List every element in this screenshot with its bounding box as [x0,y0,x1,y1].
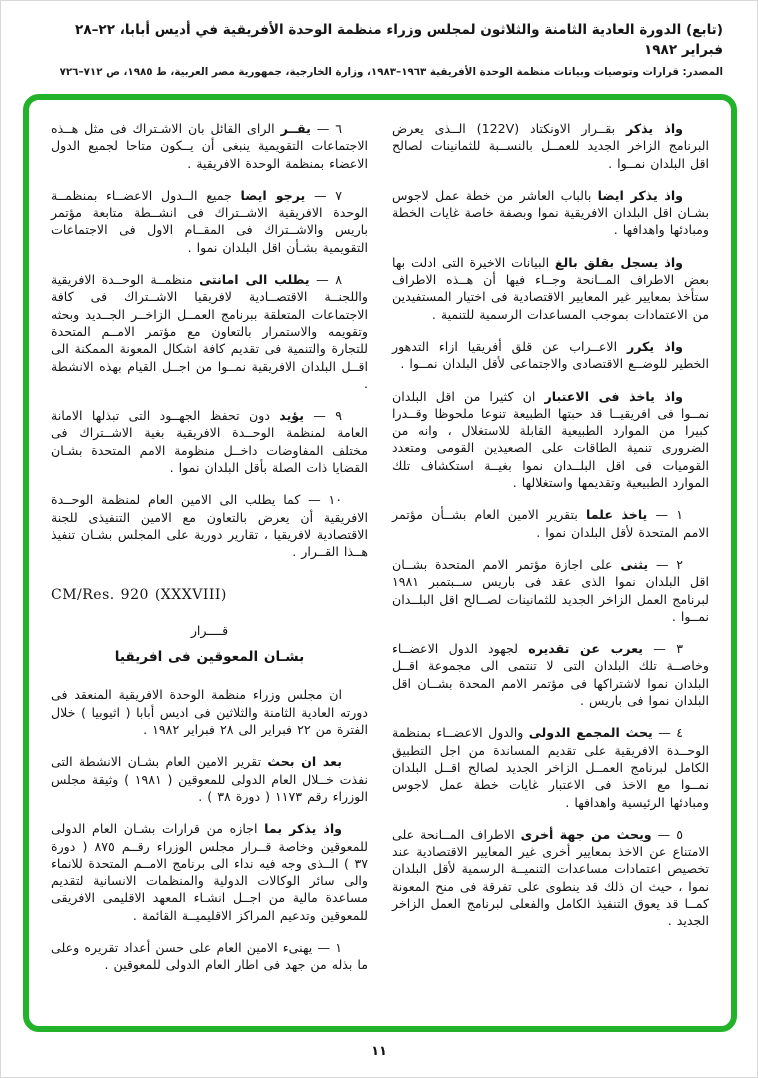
clause-text: دون تحفظ الجهــود التى تبذلها الامانة العامة لمنظمة الوحــدة الافريقية بغية الاشــتراك فى مختلف المفاوضات داخــل منظومة الامم المتحدة بشـان القضايا ذات الصلة بأقل البلدان نموا . [51,408,368,476]
session-title: (تابع) الدورة العادية الثامنة والثلاثون لمجلس وزراء منظمة الوحدة الأفريقية في أديس أبابا، ٢٢–٢٨ فبراير ١٩٨٢ [75,22,723,58]
clause-text: تقرير الامين العام بشـان الانشطة التى نفذت خــلال العام الدولى للمعوقين ( ١٩٨١ ) وثيقة مجلس الوزراء رقم ١١٧٣ ( دورة ٣٨ ) . [51,754,368,804]
column-right [392,120,709,1016]
clause-number: ١٠ — [300,492,342,508]
clause-paragraph [51,120,368,172]
clause-text: ان مجلس وزراء منظمة الوحدة الافريقية المنعقد فى دورته العادية الثامنة والثلاثين فى اديس أبابا ( اثيوبيا ) خلال الفترة من ٢٢ فبراير الى ٢٨ فبراير ١٩٨٢ . [51,687,368,738]
clause-paragraph [392,724,709,810]
clause-paragraph [392,338,709,373]
clause-paragraph [392,826,709,930]
clause-lead: واذ يذكر [625,121,683,136]
clause-paragraph [51,271,368,392]
clause-paragraph [392,120,709,172]
clause-lead: يرجو ايضا [240,187,306,203]
clause-lead: واذ ياخذ فى الاعتبار [544,388,683,404]
clause-paragraph [392,388,709,492]
clause-lead: واذ يذكر ايضا [597,187,683,203]
clause-lead: ياخذ علما [586,507,648,523]
clause-number: ٦ — [310,121,342,136]
resolution-reference: CM/Res. 920 (XXXVIII) [51,586,227,603]
clause-text: جميع الــدول الاعضــاء بمنظمــة الوحدة الافريقية الاشــتراك فى انشــطة متابعة مؤتمر باريس والاشــتراك فى المقــام الاول فى الاجتماعات التقويمية بشـأن اقل البلدان نموا . [51,187,368,255]
clause-number: ٢ — [648,556,683,572]
clause-paragraph [392,254,709,323]
page-header [1,1,757,78]
clause-lead: يحث المجمع الدولى [528,725,653,741]
clause-lead: بعد ان بحث [267,754,342,770]
clause-text: والدول الاعضــاء بمنظمة الوحــدة الافريقية على تقديم المساندة من اجل التطبيق الكامل لبرنامج العمــل الزاخر الجديد لصالح اقــل البلدان نمــوا مع الاخذ فى الاعتبار غايات خطة عمل لاجوس ومبادئها الرئيسية واهدافها . [392,725,709,810]
clause-text: على اجازة مؤتمر الامم المتحدة بشــان اقل البلدان نموا الذى عقد فى باريس ســبتمبر ١٩٨١ لبرنامج العمل الزاخر الجديد للثمانينات لصــالح اقل البلــدان نمــوا . [392,556,709,624]
clause-paragraph [51,686,368,738]
clause-paragraph [51,820,368,924]
clause-text: لجهود الدول الاعضــاء وخاصــة تلك البلدان التى لا تنتمى الى مجموعة اقــل البلدان نموا لاشتراكها فى مؤتمر الامم المحدة بشــان اقل البلدان نموا فى باريس . [392,641,709,709]
clause-text: بقــرار الاونكتاد (122V) الــذى يعرض البرنامج الزاخر الجديد للعمــل بالنســبة للثمانينات لصالح اقل البلدان نمــوا . [392,121,709,171]
clause-number: ١ — [647,507,683,523]
clause-lead: يؤيد [279,408,304,424]
clause-lead: يعرب عن تقديره [528,641,643,657]
clause-number: ٩ — [303,408,342,424]
clause-text: بالباب العاشر من خطة عمل لاجوس بشـان اقل البلدان الافريقية نموا وبصفة خاصة غايات الخطة ومبادئها واهدافها . [392,187,709,238]
clause-paragraph [392,506,709,541]
clause-paragraph [51,407,368,476]
clause-number: ٣ — [642,641,683,657]
clause-text: الراى القائل بان الاشـتراك فى مثل هــذه الاجتماعات التقويمية ينبغى أن يــكون متاحا لجميع الدول الاعضاء بمنظمة الوحدة الافريقية . [51,121,368,171]
clause-text: منظمــة الوحــدة الافريقية واللجنــة الاقتصــادية لافريقيا الاشــتراك فى كافة الاجتماعات المتعلقة ببرنامج العمــل الزاخــر الجــديد وبحثه وتقويمه والاستمرار بالتعاون مع مؤتمر الامــم المتحدة للتجارة والتنمية فى تقديم كافة اشكال المعونة الممكنة الى اقــل البلدان الافريقية نمــوا من اجــل القيام بهذه الانشطة . [51,272,368,391]
clause-text: الاعــراب عن قلق أفريقيا ازاء التدهور الخطير للوضــع الاقتصادى والاجتماعى لأقل البلدان نمــوا . [392,338,709,372]
clause-paragraph [392,556,709,625]
clause-paragraph [51,491,368,560]
clause-paragraph [51,939,368,974]
two-column-text [29,100,731,1026]
clause-lead: واذ يكرر [626,338,683,354]
page-number: ١١ [371,1044,387,1059]
clause-text: اجازه من قرارات بشـان العام الدولى للمعوقين وخاصة قــرار مجلس الوزراء رقــم ٨٧٥ ( دورة ٣٧ ) الــذى وجه فيه نداء الى برنامج الامــم المتحدة للانماء والى سائر الوكالات الدولية والمنظمات الانسانية لتقديم مساعدة مالية من اجــل انشـاء المعهد الاقليمى الافريقى للمعوقين وتدعيم المراكز الاقليميــة القائمة . [51,821,368,923]
clause-text: كما يطلب الى الامين العام لمنظمة الوحــدة الافريقية أن يعرض بالتعاون مع الامين التنفيذى للجنة الاقتصادية لافريقيا ، تقارير دورية على المجلس بشـان تنفيذ هــذا القــرار . [51,492,368,560]
clause-number: ١ — [312,939,342,955]
clause-number: ٥ — [651,826,683,842]
clause-paragraph [51,187,368,256]
clause-paragraph [51,753,368,805]
clause-paragraph [392,640,709,709]
clause-number: ٧ — [305,187,342,203]
clause-lead: يثنى [620,556,649,572]
clause-text: بتقرير الامين العام بشــأن مؤتمر الامم المتحدة لأقل البلدان نموا . [392,507,709,540]
clause-lead: واذ يذكر بما [264,821,342,837]
clause-paragraph [392,187,709,239]
clause-number: ٤ — [652,725,683,741]
clause-lead: واذ يسجل بقلق بالغ [554,254,683,270]
clause-lead: ويحث من جهة أخرى [520,826,652,842]
clause-text: ان كثيرا من اقل البلدان نمــوا فى افريقيــا قد حبتها الطبيعة تنوعا ملحوظا وقــدرا كبيرا من الموارد الطبيعية القابلة للاستغلال ، وانه من الضرورى تنمية الطاقات على الصعيدين القومى ومتعدد القوميات فى اقل البلــدان نموا بغيــة استكشاف تلك الموارد الطبيعية وتقديمها واستغلالها . [392,388,709,491]
source-citation: المصدر: قرارات وتوصيات وبيانات منظمة الوحدة الأفريقية ١٩٦٣–١٩٨٣، وزارة الخارجية، جمهورية مصر العربية، ط ١٩٨٥، ص ٧١٢–٧٢٦ [59,66,723,79]
resolution-kind: قــــرار [190,622,229,638]
clause-text: الاطراف المــانحة على الامتناع عن الاخذ بمعايير أخرى غير المعايير الاقتصادية عند تخصيص اعتمادات مساعدات التنميــة الرسمية لأقل البلدان نموا ، حيث ان ذلك قد ينطوى على تفرقة فى منح المعونة كمــا قد يعوق التنفيذ الكامل والفعلى لبرنامج العمل الزاخر الجديد . [392,826,709,929]
clause-number: ٨ — [309,272,343,288]
resolution-title: بشـان المعوقين فى افريقيا [114,649,305,666]
green-frame [23,94,737,1032]
column-left [51,120,368,1016]
clause-text: البيانات الاخيرة التى ادلت بها بعض الاطراف المــانحة وجــاء فيها أن هــذه الاطراف ستأخذ بمعايير غير المعايير الاقتصادية فى اختيار المستفيدين من الاعتمادات بموجب المساعدات الرسمية للتنمية . [392,254,709,322]
clause-lead: يقــر [280,121,311,136]
clause-lead: يطلب الى امانتى [199,272,310,288]
clause-text: يهنىء الامين العام على حسن أعداد تقريره وعلى ما بذله من جهد فى اطار العام الدولى للمعوقين . [51,939,368,973]
